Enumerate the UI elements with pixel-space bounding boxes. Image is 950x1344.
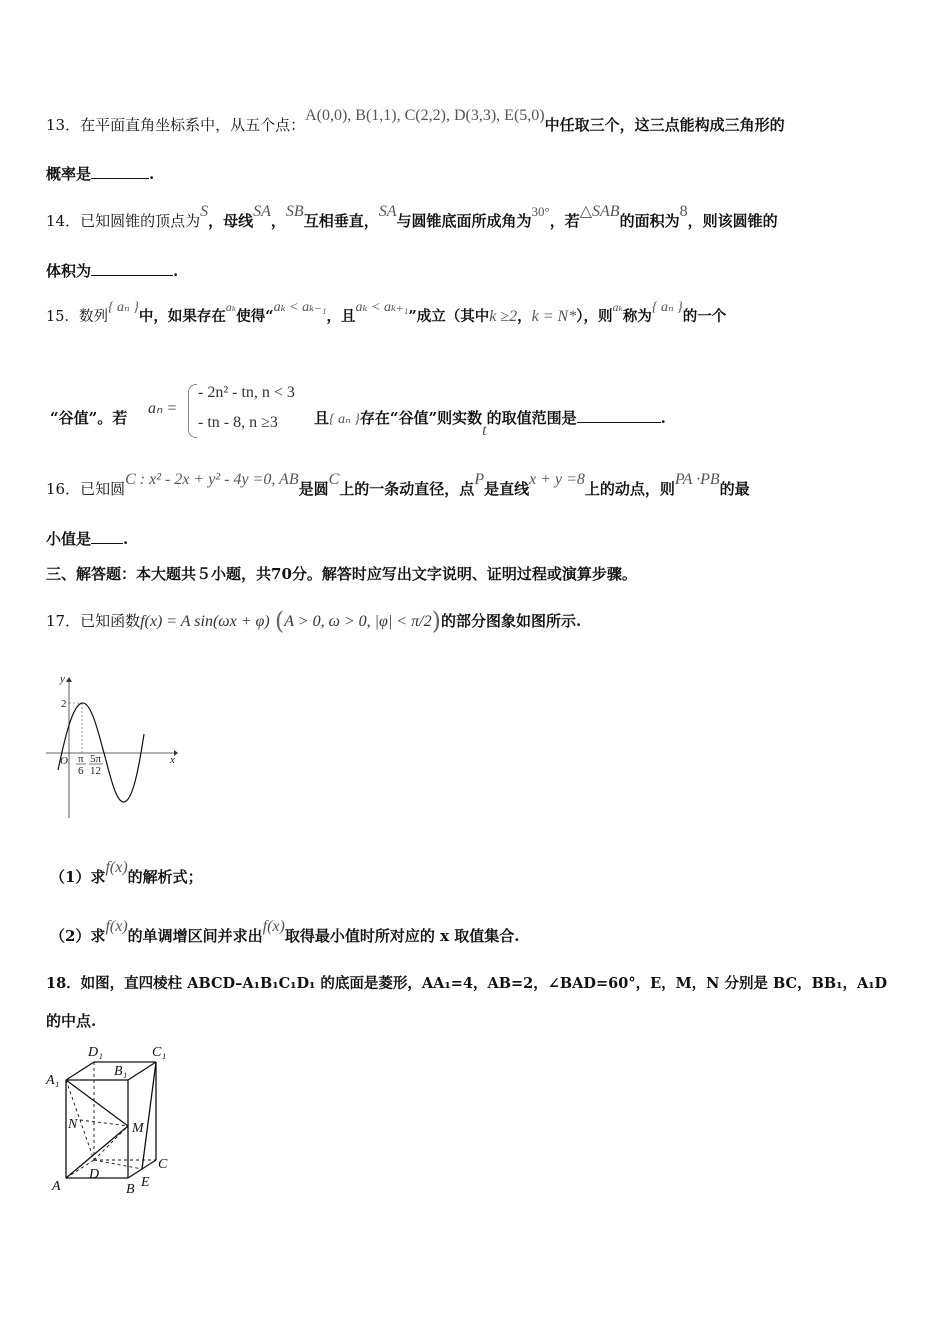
q15-comma: ， <box>517 308 532 325</box>
question-17 <box>46 607 906 635</box>
q15-text-k: 存在“谷值”则实数 <box>359 409 483 427</box>
answer-blank[interactable] <box>91 164 149 179</box>
prism-figure <box>44 1040 184 1200</box>
q14-text-b: ，母线 <box>208 212 254 230</box>
y-axis-arrow <box>66 677 72 682</box>
q16-P: P <box>474 471 485 488</box>
q14-text-f: 的面积为 <box>619 212 680 230</box>
graph-y-label: y <box>60 673 65 685</box>
q15-ak: aₖ <box>225 300 237 314</box>
question-18: 18．如图，直四棱柱 ABCD–A₁B₁C₁D₁ 的底面是菱形，AA₁=4，AB=2，∠BAD=60°，E，M，N 分别是 BC，BB₁，A₁D <box>46 975 888 992</box>
question-18-cont: 的中点. <box>46 1012 97 1030</box>
q15-cond1: k ≥2 <box>489 308 518 325</box>
q13-end: . <box>149 165 155 183</box>
q16-text-c: 上的一条动直径，点 <box>339 480 475 498</box>
question-17-part-2 <box>50 918 910 948</box>
q15-text-g: 称为 <box>622 308 652 325</box>
q14-SB: SB <box>285 203 304 220</box>
label-M: M <box>132 1121 144 1136</box>
q15-ineq2: aₖ < aₖ₊₁ <box>355 300 409 315</box>
q15-text-j: 且 <box>314 409 330 427</box>
question-17-part-1 <box>50 859 910 889</box>
q14-tri: △SAB <box>579 203 620 220</box>
question-13 <box>46 107 906 137</box>
q16-dot: PA ·PB <box>674 471 720 488</box>
label-D1: D₁ <box>88 1045 103 1060</box>
label-E: E <box>141 1175 150 1190</box>
q15-seq: { aₙ } <box>107 300 139 315</box>
q13-text-a: 13．在平面直角坐标系中，从五个点： <box>46 116 306 134</box>
q13-text-b: 中任取三个，这三点能构成三角形的 <box>544 116 785 134</box>
question-16 <box>46 471 906 501</box>
q14-area: 8 <box>679 203 688 220</box>
q16-text-b: 是圆 <box>298 480 329 498</box>
graph-x-label: x <box>170 754 175 766</box>
q17-p1-b: 的解析式； <box>127 868 203 886</box>
segment-DE-hidden <box>94 1160 142 1169</box>
q14-S: S <box>200 203 209 220</box>
q15-seq2: { aₙ } <box>651 300 683 315</box>
q14-SA2: SA <box>378 203 397 220</box>
q14-SA: SA <box>253 203 271 220</box>
q17-p2-a: （2）求 <box>50 927 106 945</box>
label-B1: B₁ <box>114 1064 128 1079</box>
label-D: D <box>89 1167 100 1182</box>
q14-text-e: ，若 <box>549 212 580 230</box>
q14-text-g: ，则该圆锥的 <box>687 212 778 230</box>
label-A: A <box>52 1179 61 1194</box>
paren-left: ( <box>274 607 285 635</box>
q17-fx2: f(x) <box>105 918 128 935</box>
q15-piece2: - tn - 8, n ≥3 <box>198 414 278 431</box>
piecewise-brace <box>188 384 197 438</box>
answer-blank[interactable] <box>91 261 173 276</box>
edge-A1D1 <box>66 1062 94 1080</box>
label-A1: A₁ <box>46 1073 60 1088</box>
segment-EC1 <box>142 1062 156 1169</box>
q14-end: . <box>173 262 179 280</box>
question-13-cont <box>46 163 906 185</box>
q15-text-l: 的取值范围是 <box>486 409 577 427</box>
q15-text-h: 的一个 <box>682 308 727 325</box>
question-14-cont <box>46 260 906 282</box>
q17-p2-b: 的单调增区间并求出 <box>127 927 263 945</box>
q16-text-a: 16．已知圆 <box>46 480 126 498</box>
q15-text-c: 使得“ <box>236 308 274 325</box>
q15-text-e: ”成立（其中 <box>408 308 490 325</box>
section-3-heading: 三、解答题：本大题共５小题，共70分。解答时应写出文字说明、证明过程或演算步骤。 <box>46 565 637 583</box>
graph-tick1-den: 6 <box>78 765 84 777</box>
q15-an: aₙ = <box>148 400 178 417</box>
answer-blank[interactable] <box>91 529 123 544</box>
q15-ineq1: aₖ < aₖ₋₁ <box>273 300 327 315</box>
label-N: N <box>68 1117 78 1132</box>
graph-tick2-num: 5π <box>90 753 102 765</box>
q14-angle: 30° <box>531 204 550 219</box>
question-14 <box>46 203 906 233</box>
graph-max-label: 2 <box>61 698 67 710</box>
q17-text-b: 的部分图象如图所示. <box>440 612 582 630</box>
q15-end: . <box>660 409 666 427</box>
graph-tick2-den: 12 <box>90 765 101 777</box>
q16-end: . <box>123 530 129 548</box>
answer-blank[interactable] <box>577 408 661 423</box>
label-B: B <box>126 1182 135 1197</box>
q17-func: f(x) = A sin(ωx + φ) <box>140 613 270 630</box>
q14-text-c: 互相垂直， <box>303 212 379 230</box>
q17-fx3: f(x) <box>262 918 285 935</box>
question-15 <box>46 300 906 329</box>
q17-text-a: 17．已知函数 <box>46 612 141 630</box>
q16-circle: C : x² - 2x + y² - 4y =0, AB <box>125 471 299 488</box>
q13-points: A(0,0), B(1,1), C(2,2), D(3,3), E(5,0) <box>305 107 545 124</box>
label-C: C <box>158 1157 168 1172</box>
q16-text-f: 的最 <box>719 480 750 498</box>
q15-text-a: 15．数列 <box>46 309 108 325</box>
edge-C1B1 <box>128 1062 156 1080</box>
question-15-tail <box>314 407 914 439</box>
q14-text-d: 与圆锥底面所成角为 <box>396 212 532 230</box>
paren-right: ) <box>431 607 441 635</box>
q16-text-e: 上的动点，则 <box>584 480 675 498</box>
q16-text-g: 小值是 <box>46 530 92 548</box>
q16-C: C <box>328 471 340 488</box>
q14-text-h: 体积为 <box>46 262 92 280</box>
question-16-cont <box>46 528 906 550</box>
q17-cond: A > 0, ω > 0, |φ| < π/2 <box>284 613 432 630</box>
q17-fx: f(x) <box>105 859 128 876</box>
q15-text-i: “谷值”。若 <box>50 409 128 427</box>
q17-p2-c: 取得最小值时所对应的 x 取值集合. <box>284 927 520 945</box>
q14-comma: ， <box>270 212 286 230</box>
q15-text-b: 中，如果存在 <box>138 308 226 325</box>
q17-p1-a: （1）求 <box>50 868 106 886</box>
q16-line: x + y =8 <box>529 471 585 488</box>
q13-text-c: 概率是 <box>46 165 92 183</box>
q15-t: t <box>482 422 487 439</box>
q15-seq3: { aₙ } <box>329 412 360 427</box>
sine-graph-figure <box>40 670 180 822</box>
q16-text-d: 是直线 <box>484 480 530 498</box>
q15-cond2: k = N* <box>531 308 577 325</box>
label-C1: C₁ <box>152 1045 167 1060</box>
q15-piece1: - 2n² - tn, n < 3 <box>198 384 295 401</box>
q15-ak2: aₖ <box>612 300 623 314</box>
q15-text-f: ），则 <box>576 308 613 325</box>
q14-text-a: 14．已知圆锥的顶点为 <box>46 212 201 230</box>
graph-origin-label: O <box>60 755 68 767</box>
q15-text-d: ，且 <box>326 308 356 325</box>
graph-tick1-num: π <box>78 753 84 765</box>
